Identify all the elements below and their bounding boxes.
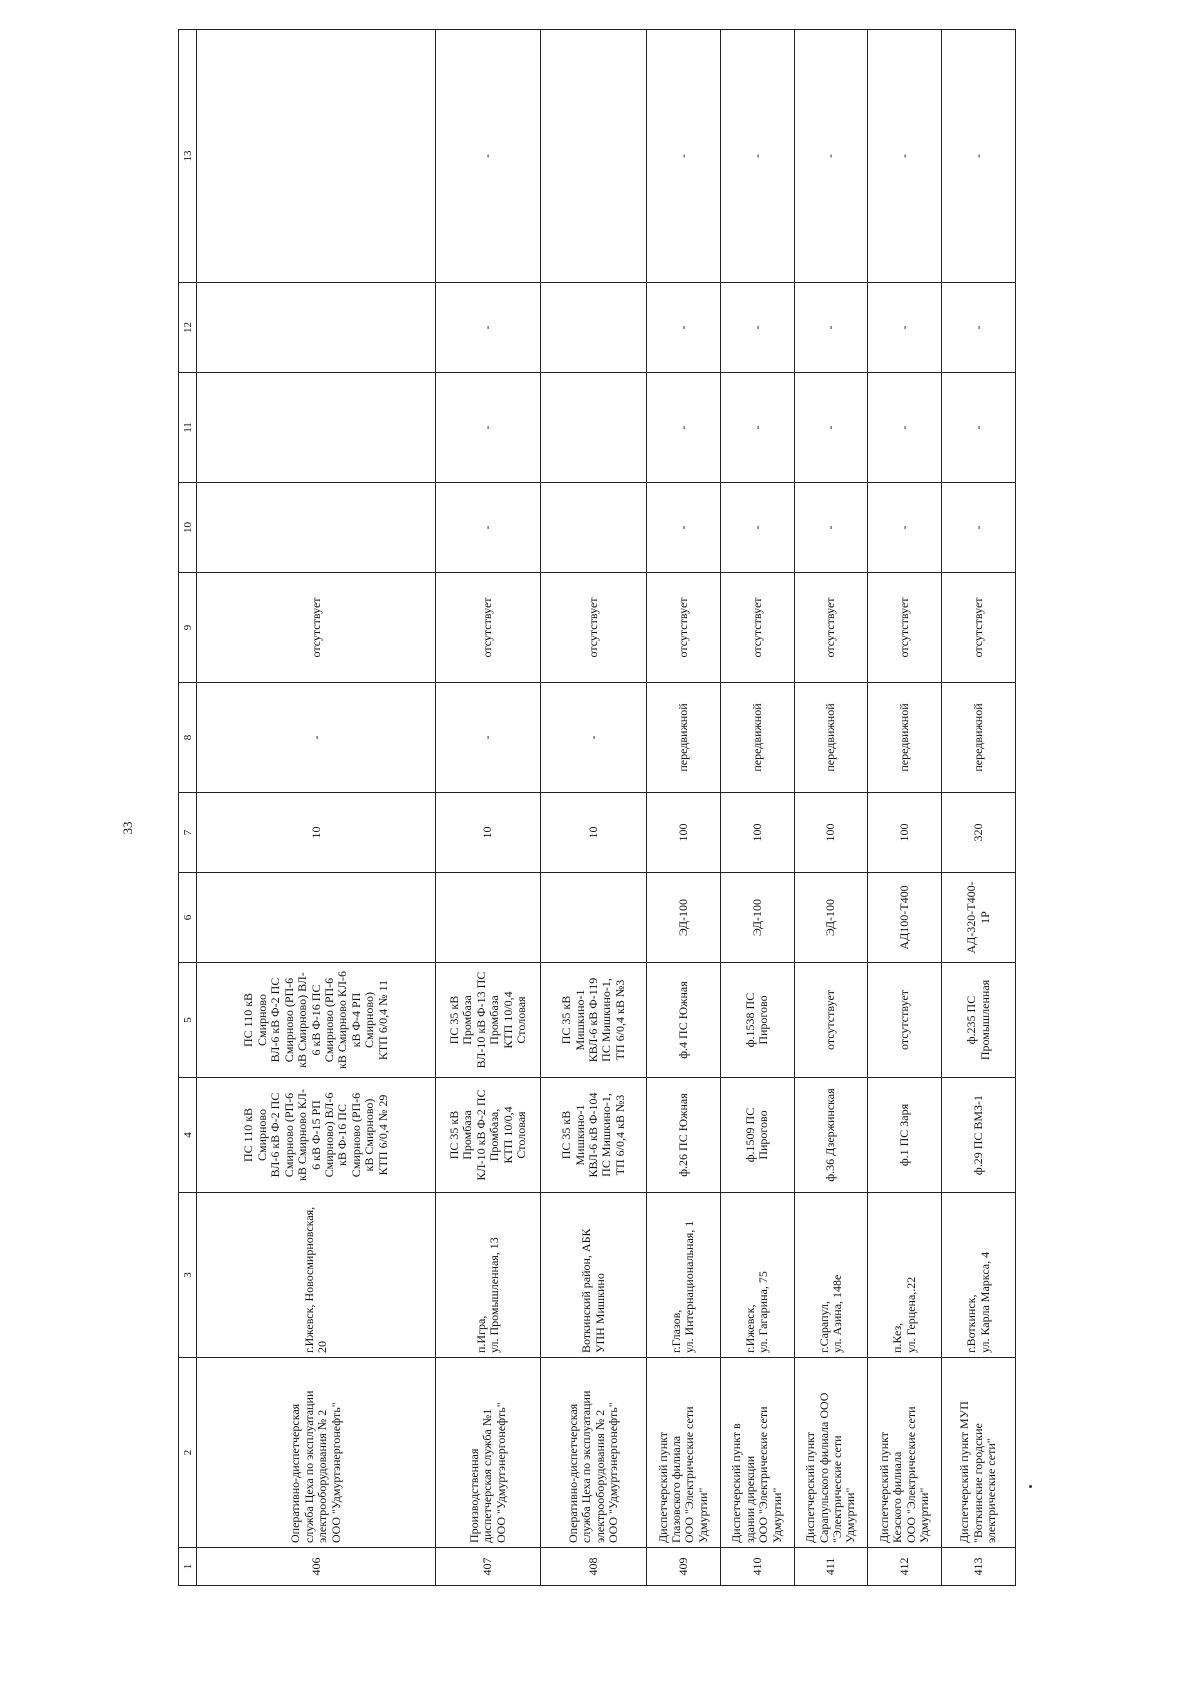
cell-col-6: [541, 873, 647, 963]
scan-speck: [1029, 1485, 1032, 1488]
cell-col-1: [197, 1548, 436, 1586]
cell-col-2: [197, 1358, 436, 1548]
cell-text: Диспетчерский пункт Сарапульского филиала ООО "Электрические сети Удмуртии": [803, 1392, 858, 1543]
column-header-12: 12: [179, 283, 197, 373]
cell-text: 100: [823, 823, 838, 842]
cell-col-11: [541, 373, 647, 483]
cell-text: АД-320-Т400-1Р: [964, 881, 992, 954]
table-row: [794, 30, 868, 1586]
cell-col-10: [647, 483, 721, 573]
cell-text: отсутствует: [480, 597, 495, 658]
cell-text: Диспетчерский пункт в здании дирекции ООО "Электрические сети Удмуртии": [729, 1406, 784, 1543]
cell-text: -: [897, 154, 912, 158]
cell-text: -: [823, 325, 838, 330]
cell-col-10: [720, 483, 794, 573]
cell-col-4: [647, 1078, 721, 1193]
cell-col-8: [720, 683, 794, 793]
cell-col-2: [436, 1358, 541, 1548]
cell-text: ПС 35 кВ Промбаза ВЛ-10 кВ Ф-13 ПС Промбаза КТП 10/0,4 Столовая: [446, 971, 529, 1069]
cell-text: отсутствует: [308, 597, 323, 658]
cell-col-3: [868, 1193, 942, 1358]
cell-text: -: [749, 325, 764, 330]
cell-text: Диспетчерский пункт МУП "Воткинские городские электрические сети": [957, 1401, 999, 1543]
cell-col-2: [794, 1358, 868, 1548]
cell-col-11: [868, 373, 942, 483]
cell-col-7: [794, 793, 868, 873]
cell-col-13: [436, 30, 541, 283]
cell-col-8: [942, 683, 1016, 793]
cell-text: -: [585, 735, 600, 740]
cell-col-7: [541, 793, 647, 873]
cell-text: 413: [970, 1557, 985, 1576]
cell-col-11: [720, 373, 794, 483]
cell-col-4: [197, 1078, 436, 1193]
cell-col-6: [197, 873, 436, 963]
cell-text: -: [897, 525, 912, 530]
cell-text: 411: [823, 1557, 838, 1576]
cell-text: 408: [585, 1557, 600, 1576]
cell-col-6: [436, 873, 541, 963]
cell-col-13: [720, 30, 794, 283]
cell-col-10: [868, 483, 942, 573]
cell-text: 407: [480, 1557, 495, 1576]
cell-text: 100: [897, 823, 912, 842]
column-header-13: 13: [179, 30, 197, 283]
cell-text: Оперативно-диспетчерская служба Цеха по эксплуатации электрооборудования № 2 ООО "Удмуртэнергонефть": [565, 1390, 621, 1543]
cell-col-4: [720, 1078, 794, 1193]
cell-col-8: [794, 683, 868, 793]
cell-col-1: [647, 1548, 721, 1586]
cell-text: ф.29 ПС ВМЗ-1: [970, 1094, 985, 1176]
table-row: [647, 30, 721, 1586]
cell-col-9: [868, 573, 942, 683]
cell-col-10: [197, 483, 436, 573]
table-row: [868, 30, 942, 1586]
cell-text: отсутствует: [585, 597, 600, 658]
table-row: [541, 30, 647, 1586]
cell-col-7: [647, 793, 721, 873]
cell-col-1: [720, 1548, 794, 1586]
cell-text: ЭД-100: [823, 898, 838, 937]
cell-col-12: [541, 283, 647, 373]
cell-text: ПС 35 кВ Промбаза КЛ-10 кВ Ф-2 ПС Промбаза, КТП 10/0,4 Столовая: [446, 1089, 529, 1181]
cell-text: -: [970, 525, 985, 530]
cell-col-13: [197, 30, 436, 283]
cell-col-3: [942, 1193, 1016, 1358]
cell-col-2: [868, 1358, 942, 1548]
column-header-3: 3: [179, 1193, 197, 1358]
cell-text: Производственная диспетчерская служба №1 ООО "Удмуртэнергонефть": [466, 1402, 508, 1543]
cell-col-2: [942, 1358, 1016, 1548]
cell-text: -: [308, 735, 323, 740]
cell-col-13: [647, 30, 721, 283]
cell-col-6: [720, 873, 794, 963]
cell-col-12: [868, 283, 942, 373]
cell-text: -: [897, 425, 912, 430]
column-header-7: 7: [179, 793, 197, 873]
cell-text: 406: [308, 1557, 323, 1576]
cell-col-7: [868, 793, 942, 873]
column-header-1: 1: [179, 1548, 197, 1586]
cell-col-6: [942, 873, 1016, 963]
cell-col-4: [436, 1078, 541, 1193]
cell-text: 409: [675, 1557, 690, 1576]
cell-col-12: [720, 283, 794, 373]
column-header-6: 6: [179, 873, 197, 963]
cell-text: ПС 35 кВ Мишкино-1 КВЛ-6 кВ Ф-119 ПС Мишкино-1, ТП 6/0,4 кВ №3: [559, 977, 627, 1063]
cell-col-10: [942, 483, 1016, 573]
table-row: [720, 30, 794, 1586]
cell-col-4: [541, 1078, 647, 1193]
cell-col-5: [436, 963, 541, 1078]
cell-col-5: [197, 963, 436, 1078]
cell-text: -: [675, 325, 690, 330]
cell-col-3: [436, 1193, 541, 1358]
cell-col-11: [647, 373, 721, 483]
cell-text: п.Кез, ул. Герцена,.22: [890, 1276, 918, 1353]
cell-text: -: [749, 425, 764, 430]
cell-col-7: [720, 793, 794, 873]
cell-col-10: [541, 483, 647, 573]
cell-col-13: [541, 30, 647, 283]
cell-text: -: [675, 154, 690, 158]
cell-col-9: [541, 573, 647, 683]
cell-text: г.Сарапул, ул. Азина, 148е: [816, 1274, 844, 1353]
cell-text: ЭД-100: [749, 898, 764, 937]
cell-col-3: [647, 1193, 721, 1358]
cell-text: передвижной: [749, 703, 764, 772]
cell-col-2: [541, 1358, 647, 1548]
cell-text: Оперативно-диспетчерская служба Цеха по эксплуатации электрооборудования № 2 ООО "Удмуртэнергонефть": [288, 1390, 343, 1543]
cell-col-12: [436, 283, 541, 373]
cell-col-6: [868, 873, 942, 963]
cell-col-8: [197, 683, 436, 793]
cell-text: Диспетчерский пункт Кезского филиала ООО "Электрические сети Удмуртии": [876, 1406, 932, 1543]
column-header-10: 10: [179, 483, 197, 573]
cell-text: -: [749, 525, 764, 530]
cell-text: ф.235 ПС Промышленная: [964, 979, 992, 1061]
cell-col-13: [868, 30, 942, 283]
cell-col-12: [647, 283, 721, 373]
cell-col-10: [794, 483, 868, 573]
cell-text: г.Ижевск, ул. Гагарина, 75: [742, 1271, 771, 1353]
cell-text: ЭД-100: [675, 898, 690, 937]
cell-col-9: [720, 573, 794, 683]
column-header-11: 11: [179, 373, 197, 483]
cell-col-12: [794, 283, 868, 373]
cell-text: передвижной: [675, 703, 690, 772]
cell-col-5: [541, 963, 647, 1078]
cell-col-9: [436, 573, 541, 683]
cell-col-11: [942, 373, 1016, 483]
column-header-2: 2: [179, 1358, 197, 1548]
cell-text: г.Глазов, ул. Интернациональная, 1: [669, 1220, 697, 1353]
cell-text: ф.36 Дзержинская: [823, 1088, 838, 1182]
cell-text: -: [970, 325, 985, 330]
cell-col-11: [436, 373, 541, 483]
cell-text: ф.4 ПС Южная: [675, 981, 690, 1059]
cell-col-8: [647, 683, 721, 793]
cell-text: п.Игра, ул. Промышленная, 13: [473, 1237, 502, 1353]
table-row: [197, 30, 436, 1586]
cell-col-5: [942, 963, 1016, 1078]
cell-col-3: [197, 1193, 436, 1358]
cell-text: отсутствует: [823, 597, 838, 658]
cell-text: передвижной: [823, 703, 838, 772]
cell-text: 320: [970, 823, 985, 842]
cell-col-4: [794, 1078, 868, 1193]
cell-col-1: [436, 1548, 541, 1586]
page-number: 33: [120, 821, 135, 835]
cell-text: отсутствует: [897, 989, 912, 1051]
cell-col-3: [794, 1193, 868, 1358]
cell-col-10: [436, 483, 541, 573]
cell-text: -: [823, 425, 838, 430]
cell-text: отсутствует: [897, 597, 912, 658]
cell-col-5: [720, 963, 794, 1078]
cell-col-8: [868, 683, 942, 793]
cell-text: отсутствует: [823, 989, 838, 1051]
cell-text: отсутствует: [970, 597, 985, 658]
cell-col-12: [942, 283, 1016, 373]
cell-text: 10: [585, 826, 600, 839]
cell-text: г.Ижевск, Новосмирновская, 20: [301, 1206, 330, 1353]
cell-col-9: [942, 573, 1016, 683]
cell-text: АД100-Т400: [897, 885, 912, 950]
cell-text: -: [480, 525, 495, 530]
cell-col-13: [942, 30, 1016, 283]
cell-text: отсутствует: [675, 597, 690, 658]
cell-col-5: [647, 963, 721, 1078]
cell-col-4: [868, 1078, 942, 1193]
cell-text: 412: [897, 1557, 912, 1576]
cell-text: передвижной: [970, 703, 985, 772]
cell-text: -: [480, 735, 495, 740]
cell-text: ПС 110 кВ Смирново ВЛ-6 кВ Ф-2 ПС Смирново (РП-6 кВ Смирново) ВЛ- 6 кВ Ф-16 ПС Смирново (РП-6 кВ Смирново КЛ-6 кВ Ф-4 РП Смирново) КТП 6/0,4 № 11: [241, 971, 390, 1069]
cell-col-3: [541, 1193, 647, 1358]
cell-text: -: [970, 154, 985, 158]
cell-col-1: [942, 1548, 1016, 1586]
cell-col-8: [541, 683, 647, 793]
cell-text: ф.26 ПС Южная: [675, 1093, 690, 1177]
cell-text: Воткинский район, АБК УПН Мишкино: [579, 1228, 607, 1353]
column-header-9: 9: [179, 573, 197, 683]
cell-col-11: [197, 373, 436, 483]
cell-col-7: [197, 793, 436, 873]
cell-text: -: [970, 425, 985, 430]
cell-text: 410: [749, 1557, 764, 1576]
cell-col-9: [647, 573, 721, 683]
cell-col-1: [541, 1548, 647, 1586]
cell-col-1: [794, 1548, 868, 1586]
cell-text: -: [675, 425, 690, 430]
cell-col-4: [942, 1078, 1016, 1193]
cell-col-11: [794, 373, 868, 483]
cell-text: -: [897, 325, 912, 330]
cell-text: передвижной: [897, 703, 912, 772]
cell-text: ф.1509 ПС Пирогово: [742, 1107, 771, 1163]
cell-text: -: [675, 525, 690, 530]
cell-col-1: [868, 1548, 942, 1586]
cell-text: Диспетчерский пункт Глазовского филиала ООО "Электрические сети Удмуртии": [655, 1406, 710, 1543]
cell-text: ПС 110 кВ Смирново ВЛ-6 кВ Ф-2 ПС Смирново (РП-6 кВ Смирново КЛ- 6 кВ Ф-15 РП Смирново) ВЛ-6 кВ Ф-16 ПС Смирново (РП-6 кВ Смирново) КТП 6/0,4 № 29: [241, 1089, 390, 1181]
cell-text: 10: [308, 826, 323, 839]
cell-col-2: [647, 1358, 721, 1548]
column-header-4: 4: [179, 1078, 197, 1193]
cell-text: 100: [749, 823, 764, 842]
table-row: [436, 30, 541, 1586]
header-row: [179, 30, 197, 1586]
column-header-5: 5: [179, 963, 197, 1078]
cell-col-7: [942, 793, 1016, 873]
cell-col-3: [720, 1193, 794, 1358]
cell-text: -: [823, 154, 838, 158]
table-row: [942, 30, 1016, 1586]
cell-col-6: [794, 873, 868, 963]
cell-text: -: [749, 154, 764, 158]
data-table: [178, 29, 1016, 1586]
cell-text: -: [823, 525, 838, 530]
cell-col-9: [794, 573, 868, 683]
cell-col-2: [720, 1358, 794, 1548]
cell-col-9: [197, 573, 436, 683]
cell-col-5: [868, 963, 942, 1078]
cell-col-7: [436, 793, 541, 873]
cell-text: 100: [675, 823, 690, 842]
cell-col-5: [794, 963, 868, 1078]
cell-text: ПС 35 кВ Мишкино-1 КВЛ-6 кВ Ф-104 ПС Мишкино-1, ТП 6/0,4 кВ №3: [559, 1092, 627, 1178]
column-header-8: 8: [179, 683, 197, 793]
cell-text: отсутствует: [749, 597, 764, 658]
cell-col-6: [647, 873, 721, 963]
cell-text: -: [480, 325, 495, 330]
rotated-table-container: [178, 130, 1016, 1586]
cell-col-12: [197, 283, 436, 373]
cell-text: -: [480, 425, 495, 430]
cell-text: ф.1 ПС Заря: [897, 1103, 912, 1167]
cell-col-8: [436, 683, 541, 793]
cell-text: ф.1538 ПС Пирогово: [742, 992, 771, 1048]
cell-text: 10: [480, 826, 495, 839]
cell-text: -: [480, 154, 495, 158]
cell-col-13: [794, 30, 868, 283]
cell-text: г.Воткинск, ул. Карла Маркса, 4: [964, 1251, 992, 1353]
